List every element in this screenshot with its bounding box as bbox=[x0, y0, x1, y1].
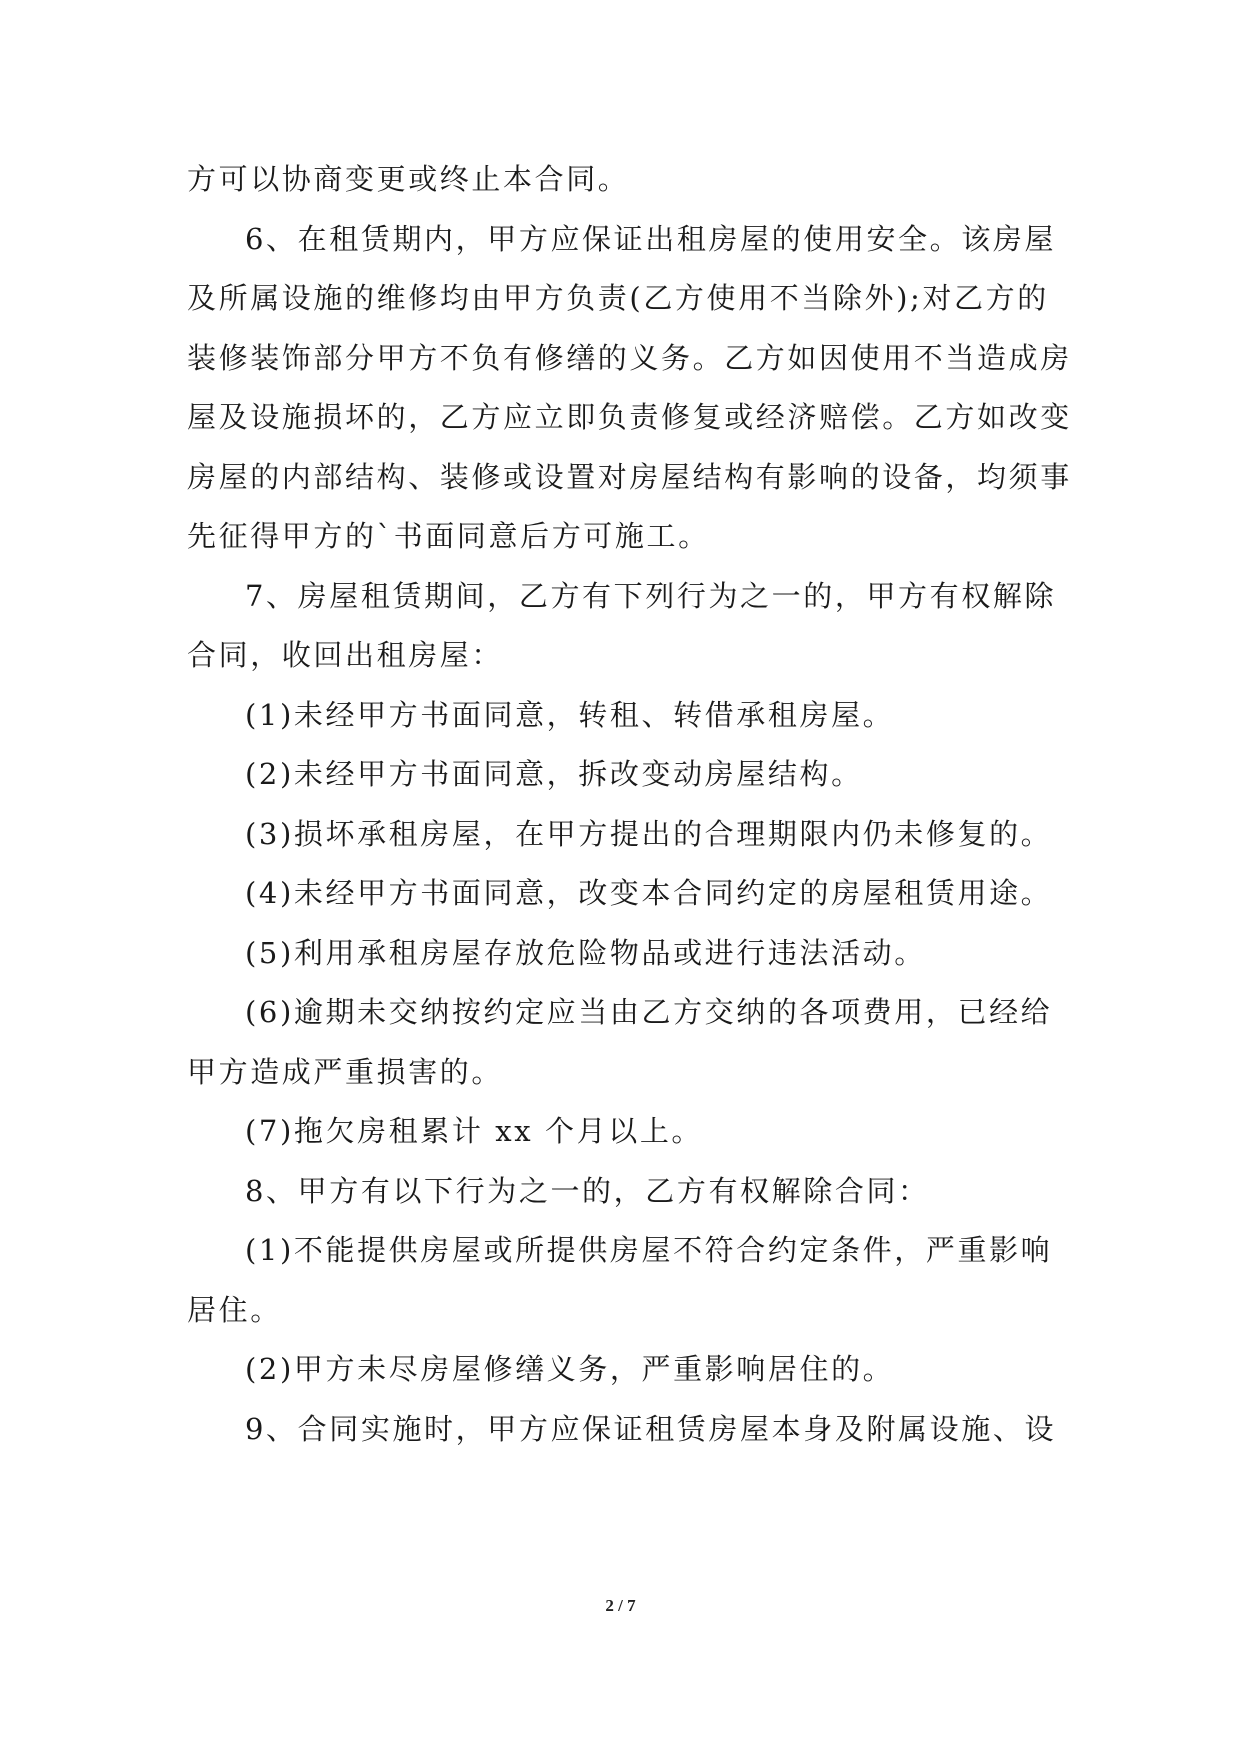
list-item: (1)未经甲方书面同意，转租、转借承租房屋。 bbox=[245, 697, 895, 732]
clause-8-start: 8、甲方有以下行为之一的，乙方有权解除合同： bbox=[245, 1173, 930, 1208]
document-body bbox=[187, 150, 1072, 1459]
text-line: 房屋的内部结构、装修或设置对房屋结构有影响的设备，均须事 bbox=[187, 459, 1072, 494]
text-line: 方可以协商变更或终止本合同。 bbox=[187, 162, 630, 196]
list-item: (6)逾期未交纳按约定应当由乙方交纳的各项费用，已经给 bbox=[245, 995, 1053, 1029]
clause-6-start: 6、在租赁期内，甲方应保证出租房屋的使用安全。该房屋 bbox=[245, 221, 1057, 256]
text-line: 及所属设施的维修均由甲方负责(乙方使用不当除外);对乙方的 bbox=[187, 281, 1049, 315]
text-line: 合同，收回出租房屋： bbox=[187, 638, 504, 672]
list-item: (2)甲方未尽房屋修缮义务，严重影响居住的。 bbox=[245, 1352, 895, 1386]
text-line: 甲方造成严重损害的。 bbox=[187, 1054, 504, 1089]
clause-9-start: 9、合同实施时，甲方应保证租赁房屋本身及附属设施、设 bbox=[245, 1411, 1057, 1446]
list-item: (1)不能提供房屋或所提供房屋不符合约定条件，严重影响 bbox=[245, 1233, 1053, 1267]
list-item: (2)未经甲方书面同意，拆改变动房屋结构。 bbox=[245, 757, 863, 791]
list-item: (4)未经甲方书面同意，改变本合同约定的房屋租赁用途。 bbox=[245, 876, 1053, 910]
text-line: 居住。 bbox=[187, 1292, 282, 1327]
clause-7-start: 7、房屋租赁期间，乙方有下列行为之一的，甲方有权解除 bbox=[245, 578, 1057, 613]
text-line: 先征得甲方的`书面同意后方可施工。 bbox=[187, 519, 710, 553]
list-item: (3)损坏承租房屋，在甲方提出的合理期限内仍未修复的。 bbox=[245, 816, 1053, 851]
text-line: 屋及设施损坏的，乙方应立即负责修复或经济赔偿。乙方如改变 bbox=[187, 400, 1072, 434]
list-item: (7)拖欠房租累计 xx 个月以上。 bbox=[245, 1114, 704, 1148]
text-line: 装修装饰部分甲方不负有修缮的义务。乙方如因使用不当造成房 bbox=[187, 340, 1072, 375]
page-number: 2 / 7 bbox=[605, 1596, 636, 1615]
list-item: (5)利用承租房屋存放危险物品或进行违法活动。 bbox=[245, 935, 926, 970]
